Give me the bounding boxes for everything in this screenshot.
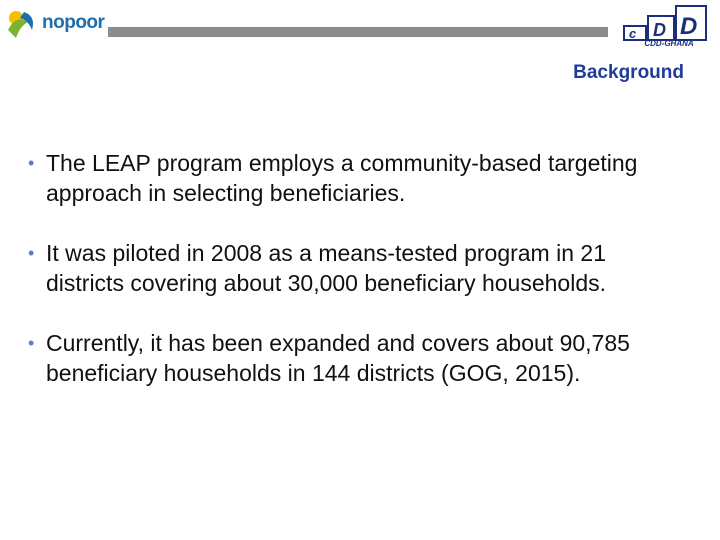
svg-text:D: D — [680, 13, 698, 40]
svg-text:D: D — [653, 20, 666, 40]
nopoor-logo-text: nopoor — [42, 12, 105, 33]
bullet-dot-icon: • — [28, 243, 35, 263]
svg-text:c: c — [629, 26, 637, 41]
bullet-item — [28, 328, 688, 388]
bullet-item — [28, 148, 688, 208]
slide-header — [0, 0, 720, 60]
bullet-dot-icon: • — [28, 153, 35, 173]
cdd-logo-text: CDD-GHANA — [644, 39, 694, 48]
bullet-item — [28, 238, 688, 298]
header-bar — [108, 27, 608, 37]
bullet-list — [28, 148, 688, 418]
slide-title: Background — [573, 62, 684, 83]
bullet-text: It was piloted in 2008 as a means-tested program in 21 districts covering about 30,000 beneficiary households. — [46, 240, 607, 296]
bullet-text: Currently, it has been expanded and covers about 90,785 beneficiary households in 144 districts (GOG, 2015). — [46, 330, 630, 386]
bullet-text: The LEAP program employs a community-based targeting approach in selecting beneficiaries. — [46, 150, 638, 206]
bullet-dot-icon: • — [28, 333, 35, 353]
